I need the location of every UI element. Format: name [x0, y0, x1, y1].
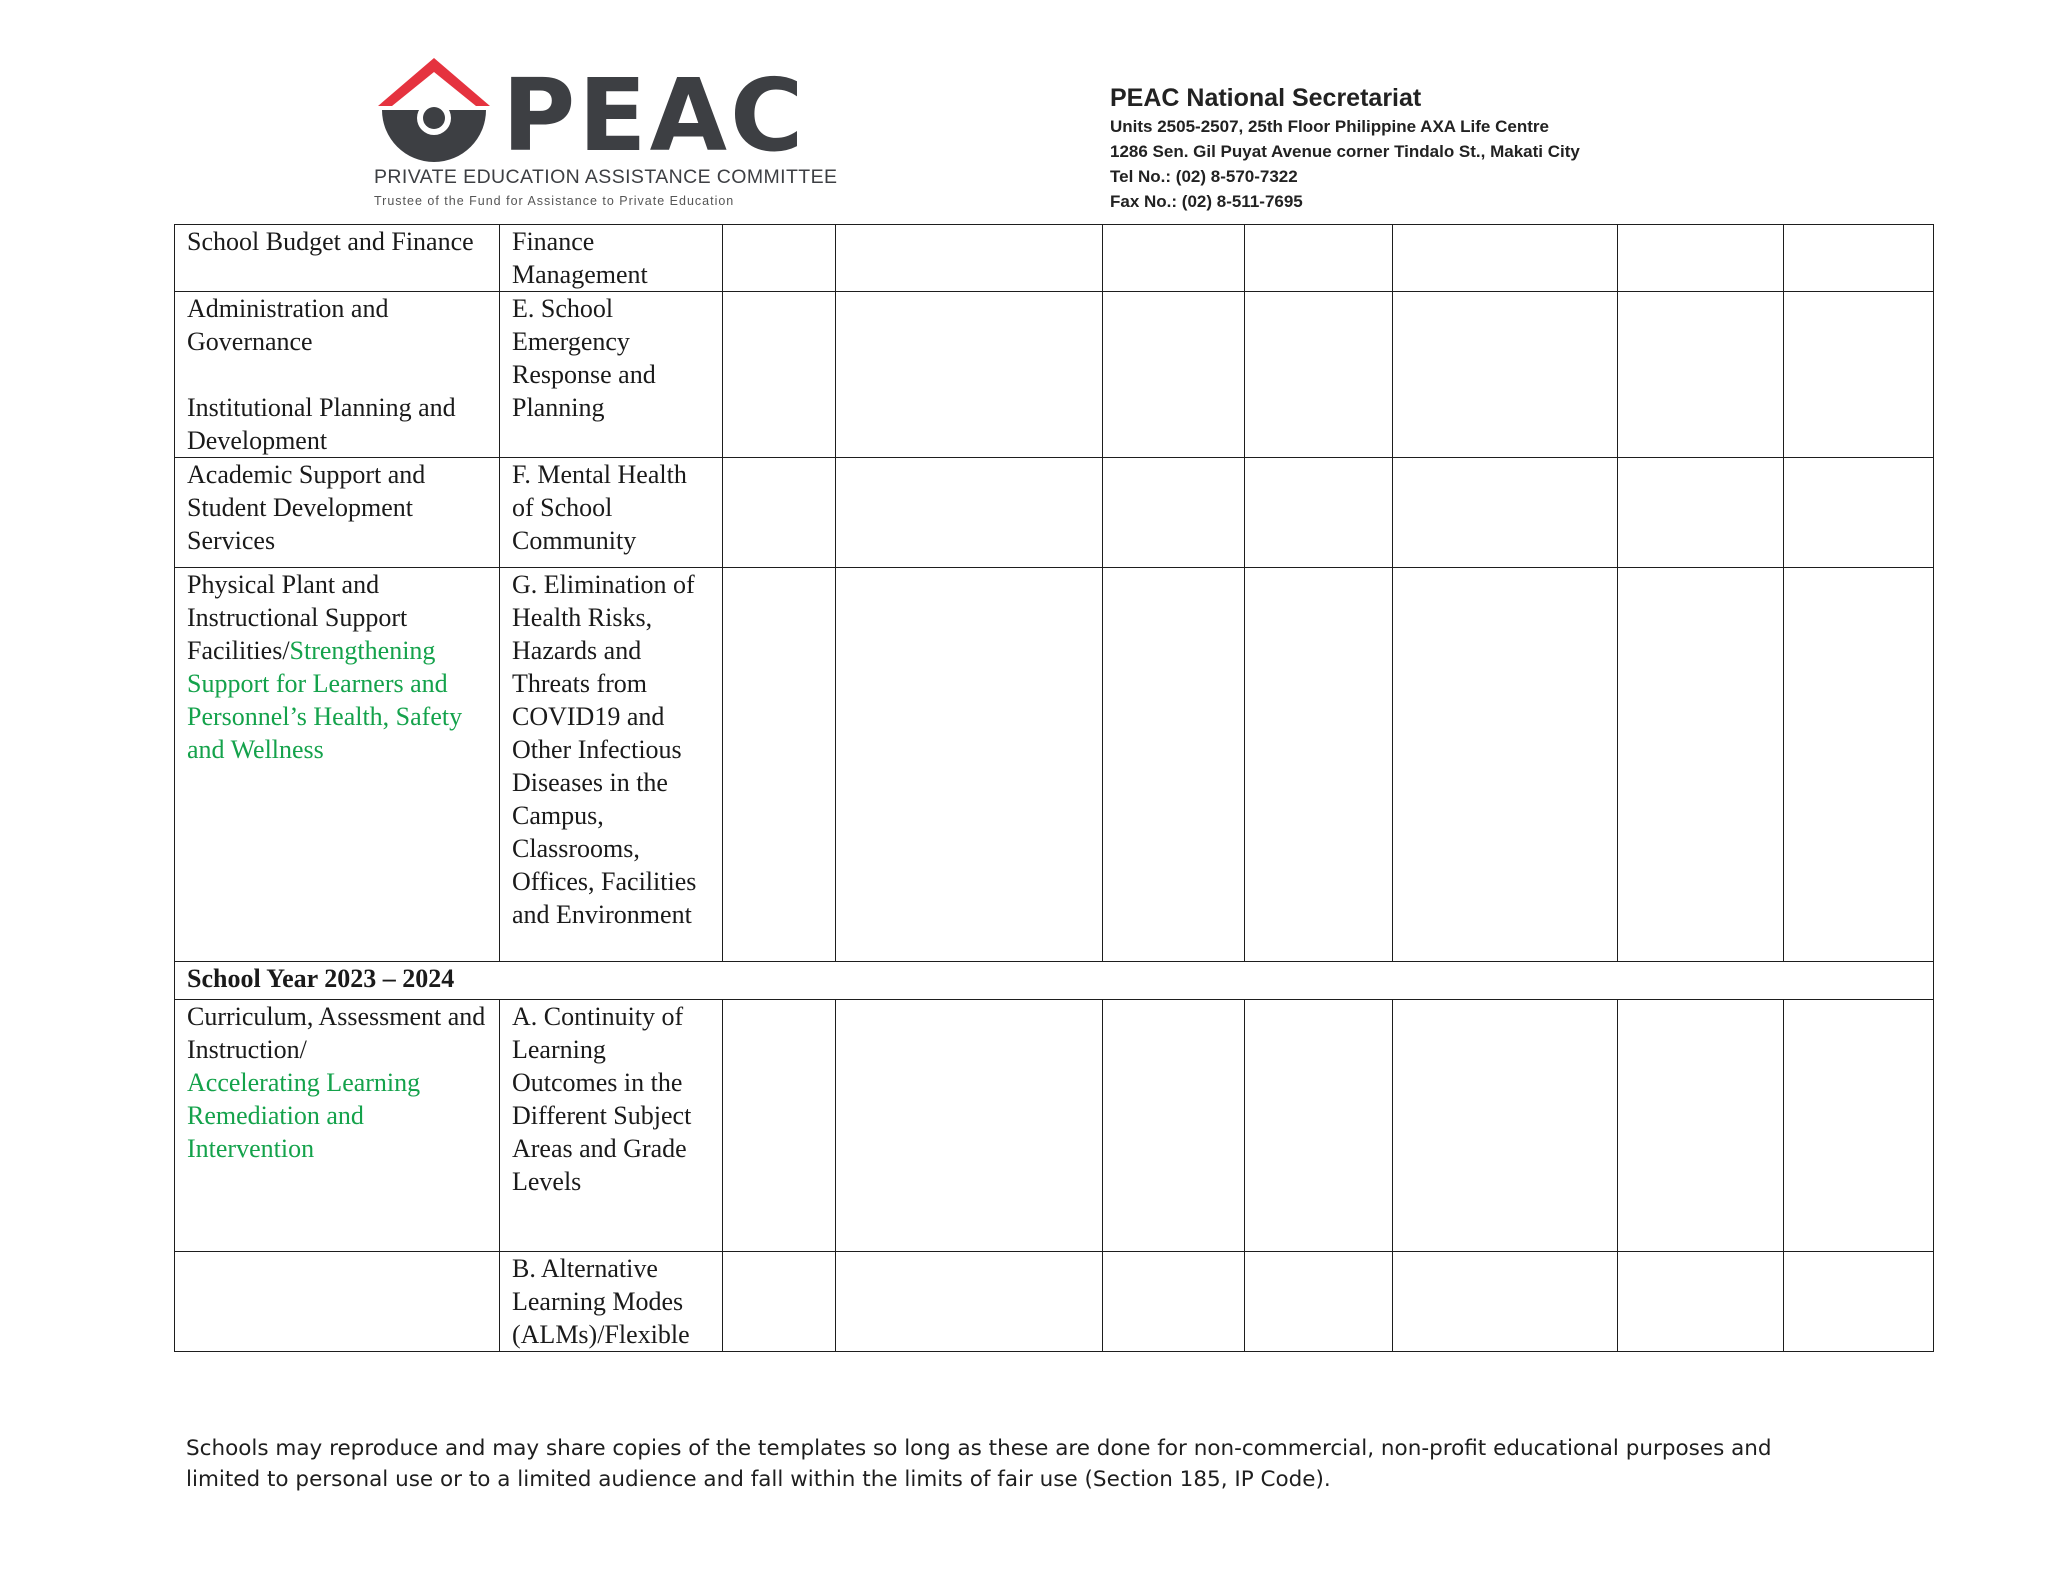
tel-number: Tel No.: (02) 8-570-7322: [1110, 167, 1298, 186]
empty-cell: [836, 458, 1103, 568]
empty-cell: [1245, 292, 1393, 458]
table-row: [175, 458, 1934, 568]
empty-cell: [723, 225, 836, 292]
plan-table: [174, 224, 1934, 1352]
logo-wordmark: PEAC: [502, 57, 807, 174]
table-row: [175, 1000, 1934, 1252]
empty-cell: [1618, 458, 1784, 568]
empty-cell: [836, 1252, 1103, 1352]
item-cell: G. Elimination of Health Risks, Hazards and Threats from COVID19 and Other Infectious Diseases in the Campus, Classrooms, Offices, Facilities and Environment: [500, 568, 723, 962]
empty-cell: [1618, 1252, 1784, 1352]
empty-cell: [1393, 292, 1618, 458]
item-cell: E. School Emergency Response and Planning: [500, 292, 723, 458]
peac-logo: [372, 56, 838, 210]
empty-cell: [1245, 225, 1393, 292]
empty-cell: [1393, 568, 1618, 962]
empty-cell: [1245, 458, 1393, 568]
empty-cell: [1784, 568, 1934, 962]
area-label: Physical Plant and Instructional Support Facilities/: [187, 570, 408, 665]
empty-cell: [1393, 1252, 1618, 1352]
fax-number: Fax No.: (02) 8-511-7695: [1110, 192, 1303, 211]
empty-cell: [723, 1000, 836, 1252]
area-label: Administration and Governance: [187, 294, 389, 356]
area-label: Curriculum, Assessment and Instruction/: [187, 1002, 486, 1064]
school-year-heading: School Year 2023 – 2024: [175, 962, 1934, 1000]
empty-cell: [1103, 1252, 1245, 1352]
empty-cell: [1245, 1252, 1393, 1352]
address-line-1: Units 2505-2507, 25th Floor Philippine AXA Life Centre: [1110, 117, 1549, 136]
empty-cell: [1103, 568, 1245, 962]
empty-cell: [1784, 225, 1934, 292]
empty-cell: [1784, 1252, 1934, 1352]
area-green-label: Strengthening Support for Learners and Personnel’s Health, Safety and Wellness: [187, 636, 463, 764]
empty-cell: [836, 1000, 1103, 1252]
item-cell: B. Alternative Learning Modes (ALMs)/Flexible: [500, 1252, 723, 1352]
empty-cell: [1393, 225, 1618, 292]
empty-cell: [836, 225, 1103, 292]
empty-cell: [1784, 1000, 1934, 1252]
empty-cell: [1103, 458, 1245, 568]
empty-cell: [723, 568, 836, 962]
empty-cell: [836, 568, 1103, 962]
area-cell: [175, 1252, 500, 1352]
empty-cell: [1103, 292, 1245, 458]
empty-cell: [1393, 458, 1618, 568]
area-cell: School Budget and Finance: [175, 225, 500, 292]
table-row: [175, 1252, 1934, 1352]
item-cell: A. Continuity of Learning Outcomes in the Different Subject Areas and Grade Levels: [500, 1000, 723, 1252]
empty-cell: [1618, 568, 1784, 962]
area-green-label: Accelerating Learning Remediation and Intervention: [187, 1068, 421, 1163]
secretariat-block: [1110, 82, 1580, 214]
empty-cell: [1784, 458, 1934, 568]
area-extra-label: Institutional Planning and Development: [187, 393, 456, 455]
section-row: [175, 962, 1934, 1000]
empty-cell: [1103, 225, 1245, 292]
item-cell: F. Mental Health of School Community: [500, 458, 723, 568]
table-row: [175, 225, 1934, 292]
peac-house-icon: [372, 56, 496, 166]
area-cell: [175, 568, 500, 962]
empty-cell: [836, 292, 1103, 458]
logo-tagline: Trustee of the Fund for Assistance to Private Education: [374, 194, 735, 208]
empty-cell: [1618, 1000, 1784, 1252]
logo-subtitle: PRIVATE EDUCATION ASSISTANCE COMMITTEE: [374, 166, 838, 188]
empty-cell: [1245, 1000, 1393, 1252]
empty-cell: [1103, 1000, 1245, 1252]
area-cell: [175, 1000, 500, 1252]
empty-cell: [723, 1252, 836, 1352]
empty-cell: [723, 292, 836, 458]
empty-cell: [1245, 568, 1393, 962]
area-cell: Academic Support and Student Development Services: [175, 458, 500, 568]
empty-cell: [1784, 292, 1934, 458]
fair-use-notice: Schools may reproduce and may share copies of the templates so long as these are done for non-commercial, non-profit educational purposes and limited to personal use or to a limited audience and fall within the limits of fair use (Section 185, IP Code).: [186, 1436, 1772, 1492]
table-row: [175, 568, 1934, 962]
empty-cell: [1393, 1000, 1618, 1252]
item-cell: Finance Management: [500, 225, 723, 292]
address-line-2: 1286 Sen. Gil Puyat Avenue corner Tindalo St., Makati City: [1110, 142, 1580, 161]
table-row: [175, 292, 1934, 458]
area-cell: [175, 292, 500, 458]
empty-cell: [1618, 225, 1784, 292]
empty-cell: [1618, 292, 1784, 458]
empty-cell: [723, 458, 836, 568]
secretariat-title: PEAC National Secretariat: [1110, 84, 1422, 112]
